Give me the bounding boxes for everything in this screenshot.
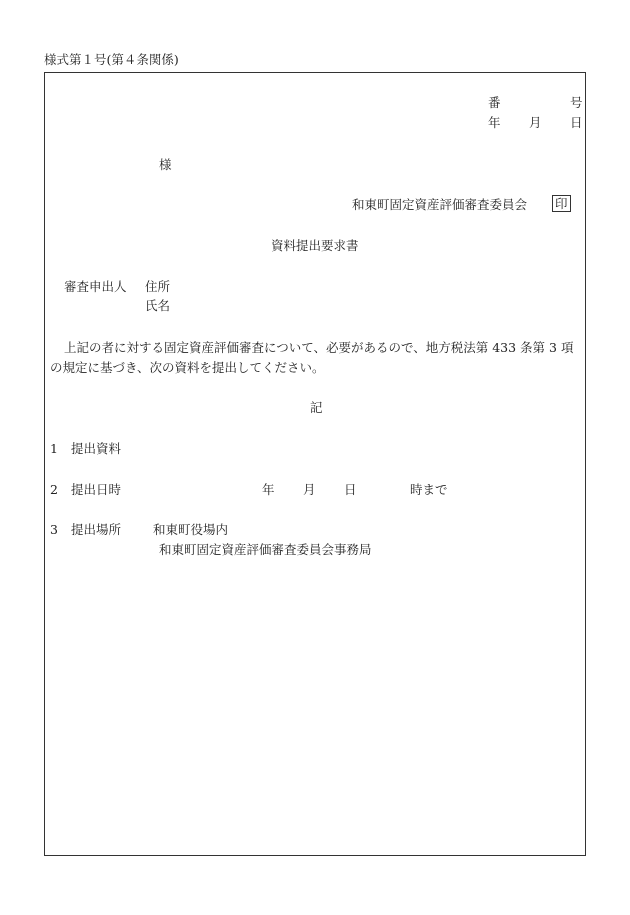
body-paragraph: 上記の者に対する固定資産評価審査について、必要があるので、地方税法第 433 条第 3 項の規定に基づき、次の資料を提出してください。 [50, 340, 574, 375]
addressee-honorific: 様 [159, 157, 172, 172]
item-2-day: 日 [344, 482, 357, 497]
item-1-number: 1 [50, 441, 58, 456]
item-2-until: 時まで [410, 482, 448, 497]
item-1-label: 提出資料 [71, 441, 122, 456]
document-frame [44, 72, 586, 856]
item-3-number: 3 [50, 522, 58, 537]
number-ban: 番 [488, 95, 501, 110]
form-number: 様式第１号(第４条関係) [44, 52, 179, 67]
sender-name: 和東町固定資産評価審査委員会 [352, 197, 528, 212]
seal-box [552, 195, 571, 212]
date-year: 年 [488, 115, 501, 130]
item-3-place-line1: 和東町役場内 [153, 522, 229, 537]
number-go: 号 [570, 95, 583, 110]
item-3-label: 提出場所 [71, 522, 122, 537]
item-2-label: 提出日時 [71, 482, 122, 497]
item-2-number: 2 [50, 482, 58, 497]
date-day: 日 [570, 115, 583, 130]
item-3-place-line2: 和東町固定資産評価審査委員会事務局 [159, 542, 372, 557]
applicant-address-label: 住所 [145, 279, 171, 294]
seal-mark: 印 [552, 195, 571, 212]
item-2-year: 年 [262, 482, 275, 497]
applicant-name-label: 氏名 [145, 298, 171, 313]
ki-mark: 記 [310, 400, 323, 415]
document-title: 資料提出要求書 [271, 238, 359, 253]
date-month: 月 [529, 115, 542, 130]
item-2-month: 月 [303, 482, 316, 497]
applicant-label: 審査申出人 [64, 279, 127, 294]
